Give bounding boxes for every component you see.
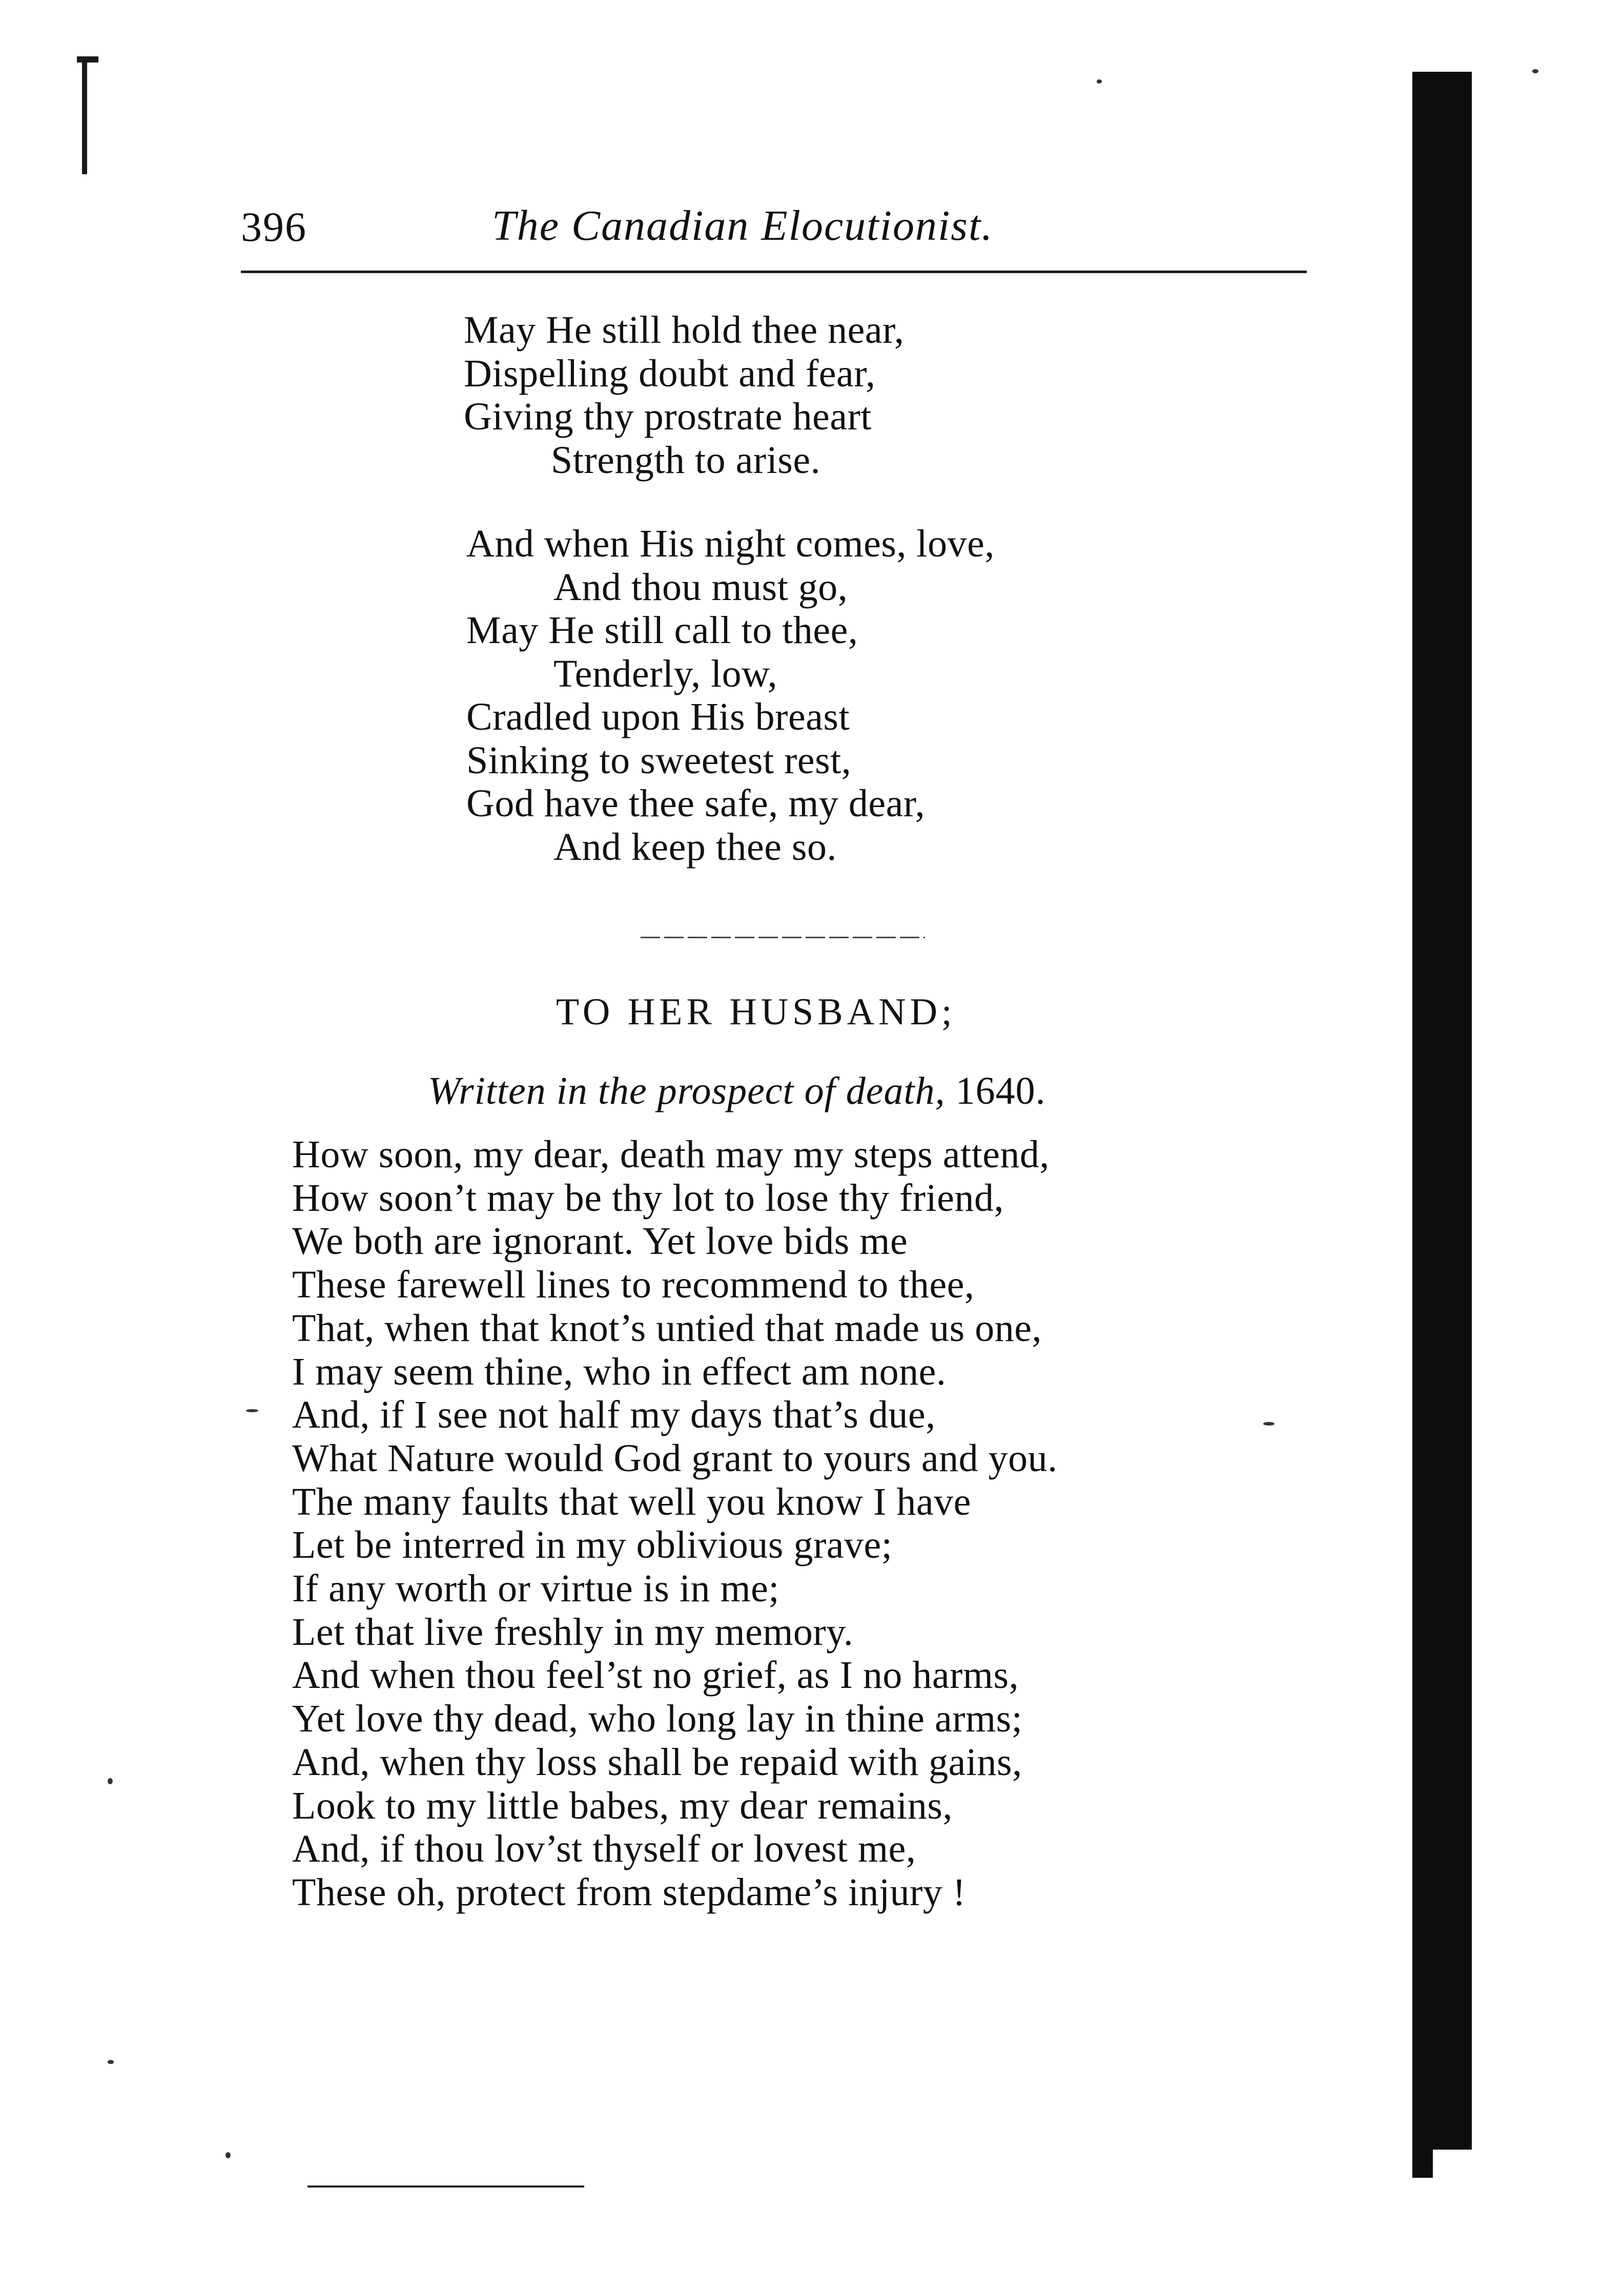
poem-line: May He still hold thee near, [464,308,904,352]
poem-subtitle-year: 1640. [955,1069,1046,1112]
poem-line: And, if thou lov’st thyself or lovest me, [292,1827,916,1871]
poem-line: That, when that knot’s untied that made us one, [292,1306,1042,1350]
scan-speck [246,1409,258,1412]
poem-line: The many faults that well you know I have [292,1480,971,1523]
poem-line: Strength to arise. [551,438,821,482]
poem-line: How soon’t may be thy lot to lose thy friend, [292,1176,1004,1220]
poem-line: And when His night comes, love, [466,522,995,565]
page-header [241,194,1307,271]
poem-line: And thou must go, [553,565,848,609]
poem-line: Cradled upon His breast [466,695,850,738]
poem-line: These farewell lines to recommend to thee, [292,1263,975,1307]
poem-subtitle [428,1069,1046,1113]
poem-subtitle-italic: Written in the prospect of death, [428,1069,945,1112]
poem-stanza [464,308,904,482]
page-number: 396 [241,203,307,250]
scan-edge-mark [77,56,98,63]
poem-stanza [466,522,995,869]
poem-line: If any worth or virtue is in me; [292,1567,780,1611]
scan-speck [1532,69,1538,73]
poem-line: These oh, protect from stepdame’s injury ! [292,1870,966,1914]
poem-line: What Nature would God grant to yours and you. [292,1436,1058,1480]
running-title: The Canadian Elocutionist. [492,202,994,250]
poem-line: Tenderly, low, [553,652,778,695]
poem-line: Let that live freshly in my memory. [292,1610,854,1654]
footer-rule [307,2185,584,2188]
poem-line: And when thou feel’st no grief, as I no harms, [292,1654,1019,1697]
scan-speck [108,1778,113,1784]
poem-line: May He still call to thee, [466,609,858,652]
scan-speck [1097,79,1102,84]
poem-line: Sinking to sweetest rest, [466,738,852,782]
scan-binding-shadow [1412,2121,1433,2178]
section-separator [641,937,925,938]
poem-line: Dispelling doubt and fear, [464,352,876,395]
poem-line: Look to my little babes, my dear remains, [292,1784,953,1827]
poem-line: And, if I see not half my days that’s due, [292,1393,936,1437]
scan-speck [225,2152,231,2158]
poem-line: And, when thy loss shall be repaid with gains, [292,1740,1022,1784]
poem-title: TO HER HUSBAND; [556,991,956,1033]
poem-line: God have thee safe, my dear, [466,782,926,825]
poem-line: I may seem thine, who in effect am none. [292,1350,947,1393]
header-rule [241,271,1307,273]
poem-line: Let be interred in my oblivious grave; [292,1523,893,1567]
poem-line: We both are ignorant. Yet love bids me [292,1220,908,1263]
poem-line: How soon, my dear, death may my steps attend, [292,1133,1050,1176]
scan-speck [1263,1422,1274,1426]
poem-line: Yet love thy dead, who long lay in thine arms; [292,1697,1023,1741]
poem-body [292,1133,1058,1914]
poem-line: Giving thy prostrate heart [464,395,872,438]
scan-speck [108,2060,114,2064]
poem-line: And keep thee so. [553,825,837,869]
scan-binding-shadow [1412,72,1472,2150]
scan-edge-mark [82,56,87,174]
